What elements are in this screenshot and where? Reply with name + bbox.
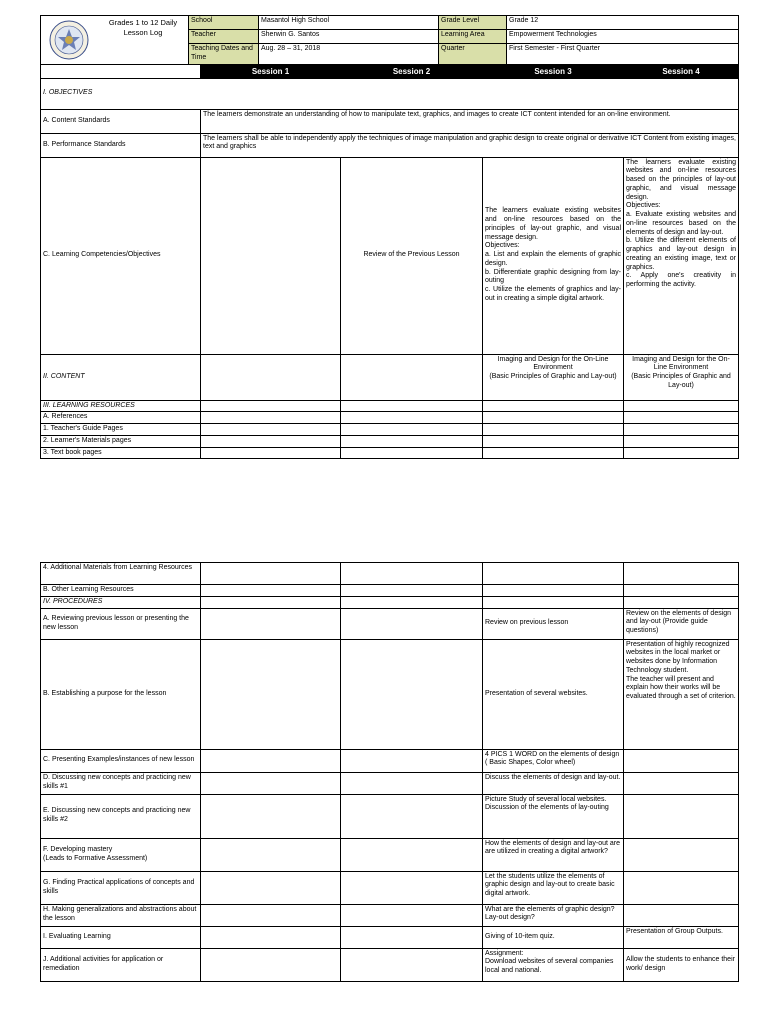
title-line-2: Lesson Log xyxy=(123,28,163,38)
empty-cell xyxy=(341,447,483,459)
procedure-f-label: F. Developing mastery (Leads to Formative Assessment) xyxy=(41,838,201,871)
quarter-label: Quarter xyxy=(439,44,507,65)
references-label: A. References xyxy=(41,412,201,424)
procedure-i-label: I. Evaluating Learning xyxy=(41,926,201,948)
procedure-d-label: D. Discussing new concepts and practicing new skills #1 xyxy=(41,772,201,794)
procedure-i-s4: Presentation of Group Outputs. xyxy=(624,926,739,948)
procedure-h-s4 xyxy=(624,904,739,926)
form-title xyxy=(99,18,187,38)
empty-cell xyxy=(624,412,739,424)
empty-cell xyxy=(201,447,341,459)
school-value: Masantol High School xyxy=(259,16,439,30)
empty-cell xyxy=(341,639,483,749)
procedure-j-s3: Assignment: Download websites of several companies local and national. xyxy=(483,948,624,981)
objectives-heading: I. OBJECTIVES xyxy=(41,78,739,109)
empty-cell xyxy=(341,926,483,948)
empty-cell xyxy=(201,424,341,436)
empty-cell xyxy=(201,639,341,749)
empty-cell xyxy=(483,596,624,608)
empty-cell xyxy=(201,596,341,608)
deped-seal-icon xyxy=(49,20,89,60)
procedure-e-label: E. Discussing new concepts and practicing new skills #2 xyxy=(41,794,201,838)
procedures-heading: IV. PROCEDURES xyxy=(41,596,201,608)
empty-cell xyxy=(341,424,483,436)
area-value: Empowerment Technologies xyxy=(507,30,739,44)
procedure-c-s4 xyxy=(624,749,739,772)
empty-cell xyxy=(483,585,624,597)
empty-cell xyxy=(624,447,739,459)
procedure-h-label: H. Making generalizations and abstractions about the lesson xyxy=(41,904,201,926)
resources-heading: III. LEARNING RESOURCES xyxy=(41,400,201,412)
empty-cell xyxy=(341,563,483,585)
header-logo-cell xyxy=(41,16,189,65)
title-line-1: Grades 1 to 12 Daily xyxy=(108,18,178,27)
empty-cell xyxy=(341,435,483,447)
additional-materials-label: 4. Additional Materials from Learning Resources xyxy=(41,563,201,585)
content-standards-text: The learners demonstrate an understanding of how to manipulate text, graphics, and images to create ICT content intended for an on-line environment. xyxy=(201,109,739,133)
teacher-value: Sherwin G. Santos xyxy=(259,30,439,44)
empty-cell xyxy=(341,749,483,772)
empty-cell xyxy=(341,794,483,838)
empty-cell xyxy=(483,424,624,436)
empty-cell xyxy=(341,871,483,904)
empty-cell xyxy=(341,838,483,871)
empty-cell xyxy=(201,871,341,904)
dates-label: Teaching Dates and Time xyxy=(189,44,259,65)
content-s4: Imaging and Design for the On-Line Environment (Basic Principles of Graphic and Lay-out) xyxy=(624,354,739,400)
empty-cell xyxy=(624,596,739,608)
empty-cell xyxy=(201,563,341,585)
empty-cell xyxy=(483,412,624,424)
header-table xyxy=(40,15,739,65)
area-label: Learning Area xyxy=(439,30,507,44)
empty-cell xyxy=(624,563,739,585)
procedure-c-s3: 4 PICS 1 WORD on the elements of design ( Basic Shapes, Color wheel) xyxy=(483,749,624,772)
empty-cell xyxy=(201,585,341,597)
procedure-a-label: A. Reviewing previous lesson or presenting the new lesson xyxy=(41,608,201,639)
procedure-d-s4 xyxy=(624,772,739,794)
lesson-log-page-2 xyxy=(40,562,738,982)
empty-cell xyxy=(341,772,483,794)
procedure-h-s3: What are the elements of graphic design? Lay-out design? xyxy=(483,904,624,926)
session-4-header: Session 4 xyxy=(624,65,739,78)
empty-cell xyxy=(483,563,624,585)
empty-cell xyxy=(341,412,483,424)
procedure-a-s4: Review on the elements of design and lay-out (Provide guide questions) xyxy=(624,608,739,639)
procedure-i-s3: Giving of 10-item quiz. xyxy=(483,926,624,948)
sessions-blank xyxy=(41,65,201,78)
empty-cell xyxy=(201,435,341,447)
empty-cell xyxy=(341,596,483,608)
empty-cell xyxy=(624,435,739,447)
lesson-table-page-1 xyxy=(40,65,739,460)
dates-value: Aug. 28 – 31, 2018 xyxy=(259,44,439,65)
empty-cell xyxy=(201,948,341,981)
procedure-b-label: B. Establishing a purpose for the lesson xyxy=(41,639,201,749)
competencies-s1 xyxy=(201,157,341,354)
content-s2 xyxy=(341,354,483,400)
empty-cell xyxy=(201,608,341,639)
session-2-header: Session 2 xyxy=(341,65,483,78)
session-3-header: Session 3 xyxy=(483,65,624,78)
procedure-b-s3: Presentation of several websites. xyxy=(483,639,624,749)
lesson-log-page-1 xyxy=(40,15,738,459)
procedure-e-s4 xyxy=(624,794,739,838)
performance-standards-text: The learners shall be able to independently apply the techniques of image manipulation and graphic design to create original or derivative ICT Content from existing images, text and graphics xyxy=(201,133,739,157)
procedure-b-s4: Presentation of highly recognized websites in the local market or websites done by Information Technology student. The teacher will present and explain how their works will be evaluated through a set of criterion. xyxy=(624,639,739,749)
empty-cell xyxy=(201,772,341,794)
empty-cell xyxy=(483,435,624,447)
procedure-j-label: J. Additional activities for application or remediation xyxy=(41,948,201,981)
content-s1 xyxy=(201,354,341,400)
school-label: School xyxy=(189,16,259,30)
empty-cell xyxy=(201,749,341,772)
empty-cell xyxy=(341,585,483,597)
empty-cell xyxy=(483,400,624,412)
textbook-pages-label: 3. Text book pages xyxy=(41,447,201,459)
empty-cell xyxy=(341,948,483,981)
empty-cell xyxy=(624,424,739,436)
competencies-s4: The learners evaluate existing websites and on-line resources based on the principles of lay-out graphic, and visual message design. Objectives: a. Evaluate existing websites and on-line resources based on the elements of design and lay-out. b. Utilize the different elements of graphics and lay-out design in creating an existing image, text or graphics. c. Apply one's creativity in performing the activity. xyxy=(624,157,739,354)
lm-pages-label: 2. Learner's Materials pages xyxy=(41,435,201,447)
lesson-table-page-2 xyxy=(40,562,739,982)
empty-cell xyxy=(341,608,483,639)
empty-cell xyxy=(483,447,624,459)
session-1-header: Session 1 xyxy=(201,65,341,78)
grade-label: Grade Level xyxy=(439,16,507,30)
procedure-g-s3: Let the students utilize the elements of graphic design and lay-out to create basic digital artwork. xyxy=(483,871,624,904)
other-resources-label: B. Other Learning Resources xyxy=(41,585,201,597)
procedure-f-s3: How the elements of design and lay-out are are utilized in creating a digital artwork? xyxy=(483,838,624,871)
empty-cell xyxy=(201,794,341,838)
grade-value: Grade 12 xyxy=(507,16,739,30)
performance-standards-label: B. Performance Standards xyxy=(41,133,201,157)
procedure-a-s3: Review on previous lesson xyxy=(483,608,624,639)
empty-cell xyxy=(624,585,739,597)
procedure-g-label: G. Finding Practical applications of concepts and skills xyxy=(41,871,201,904)
procedure-e-s3: Picture Study of several local websites. Discussion of the elements of lay-outing xyxy=(483,794,624,838)
tg-pages-label: 1. Teacher's Guide Pages xyxy=(41,424,201,436)
empty-cell xyxy=(201,400,341,412)
empty-cell xyxy=(201,412,341,424)
content-s3: Imaging and Design for the On-Line Environment (Basic Principles of Graphic and Lay-out) xyxy=(483,354,624,400)
competencies-label: C. Learning Competencies/Objectives xyxy=(41,157,201,354)
teacher-label: Teacher xyxy=(189,30,259,44)
content-standards-label: A. Content Standards xyxy=(41,109,201,133)
procedure-j-s4: Allow the students to enhance their work/ design xyxy=(624,948,739,981)
empty-cell xyxy=(341,904,483,926)
content-heading: II. CONTENT xyxy=(41,354,201,400)
procedure-c-label: C. Presenting Examples/instances of new lesson xyxy=(41,749,201,772)
procedure-d-s3: Discuss the elements of design and lay-out. xyxy=(483,772,624,794)
empty-cell xyxy=(201,838,341,871)
quarter-value: First Semester - First Quarter xyxy=(507,44,739,65)
competencies-s2: Review of the Previous Lesson xyxy=(341,157,483,354)
competencies-s3: The learners evaluate existing websites and on-line resources based on the principles of lay-out graphic, and visual message design. Objectives: a. List and explain the elements of graphic design. b. Differentiate graphic designing from lay-outing c. Utilize the elements of graphics and lay-out in creating a simple digital artwork. xyxy=(483,157,624,354)
procedure-f-s4 xyxy=(624,838,739,871)
empty-cell xyxy=(624,400,739,412)
empty-cell xyxy=(201,926,341,948)
procedure-g-s4 xyxy=(624,871,739,904)
empty-cell xyxy=(201,904,341,926)
empty-cell xyxy=(341,400,483,412)
